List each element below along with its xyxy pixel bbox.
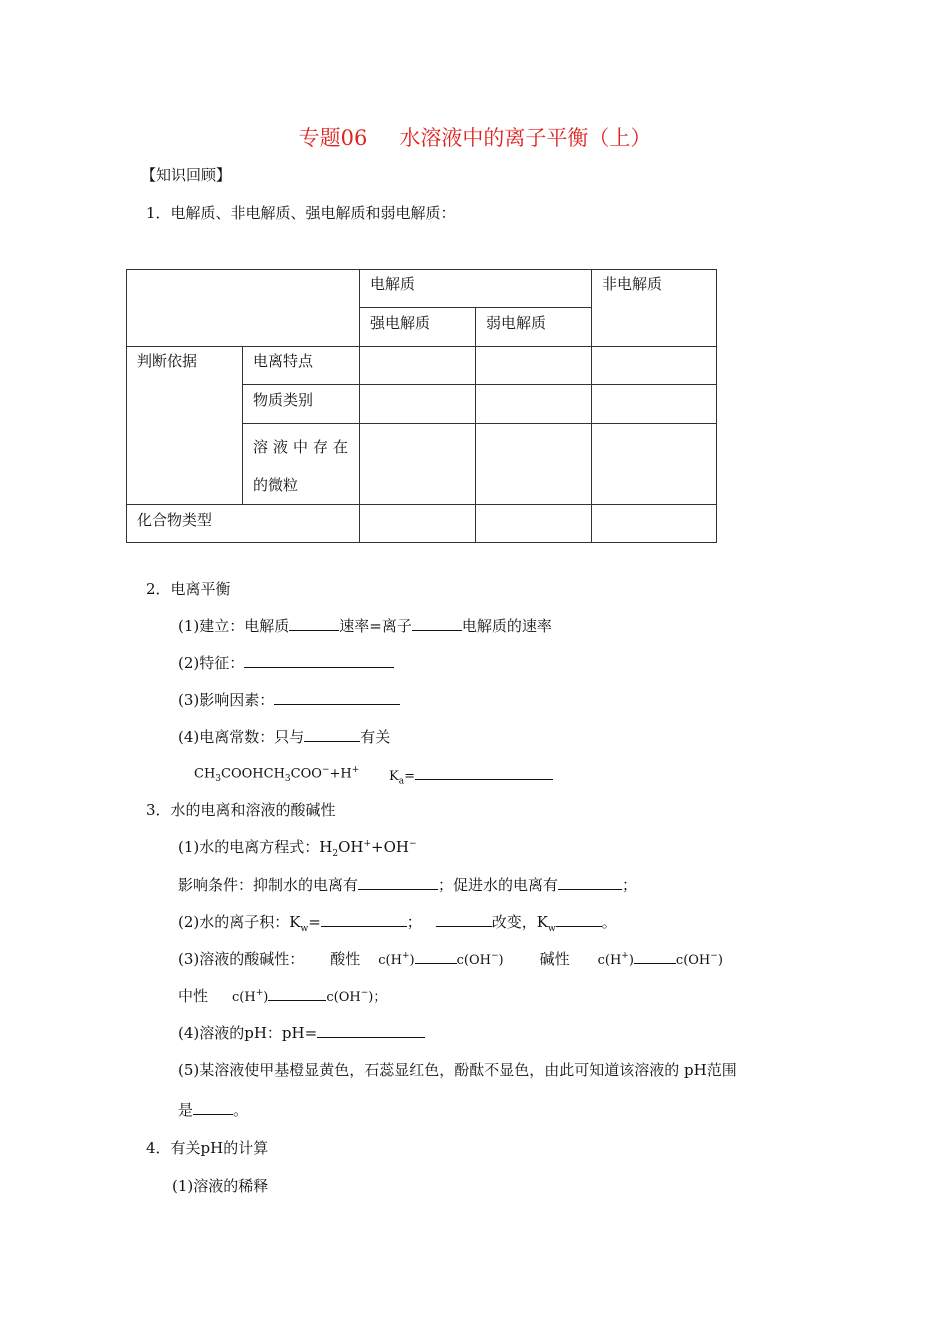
s2-item4 xyxy=(178,726,390,747)
paren: ) xyxy=(498,953,504,968)
s2-item1 xyxy=(178,615,552,636)
fill-blank[interactable] xyxy=(304,727,360,742)
fill-blank[interactable] xyxy=(289,616,339,631)
fill-blank[interactable] xyxy=(321,912,407,927)
fill-blank[interactable] xyxy=(436,912,492,927)
row-particles-line2: 的微粒 xyxy=(253,476,299,494)
s4-item1: (1)溶液的稀释 xyxy=(172,1177,269,1195)
s2-item4-text-a: (4)电离常数：只与 xyxy=(178,728,305,746)
s3-cond-text-b: ；促进水的电离有 xyxy=(438,876,559,894)
section3-heading: 3．水的电离和溶液的酸碱性 xyxy=(146,801,336,819)
acid-label: 酸性 xyxy=(330,950,361,968)
row-basis: 判断依据 xyxy=(127,347,243,505)
section4-heading: 4．有关pH的计算 xyxy=(146,1139,269,1157)
s3-item1 xyxy=(178,836,417,859)
eq-part: CH xyxy=(194,766,216,782)
ka-subscript: a xyxy=(398,776,405,787)
s2-item4-text-b: 有关 xyxy=(360,728,391,746)
s2-item2-text: (2)特征： xyxy=(178,654,245,672)
fill-blank[interactable] xyxy=(558,875,622,890)
s2-item3-text: (3)影响因素： xyxy=(178,691,275,709)
section1-heading: 1．电解质、非电解质、强电解质和弱电解质： xyxy=(146,204,456,222)
kw-equals: = xyxy=(308,913,321,931)
s3-neutral xyxy=(178,985,386,1006)
fill-blank[interactable] xyxy=(634,949,676,964)
s2-item1-text-c: 电解质的速率 xyxy=(461,617,552,635)
s3-item3-text: (3)溶液的酸碱性： xyxy=(178,950,305,968)
s3-item5-line2 xyxy=(178,1099,248,1120)
conc-oh: c(OH xyxy=(326,990,361,1005)
fill-blank[interactable] xyxy=(274,690,400,705)
s3-cond-text-c: ； xyxy=(622,876,638,894)
row-ionization-feature: 电离特点 xyxy=(243,347,360,385)
plus-sign: + xyxy=(621,951,629,961)
kw-subscript: w xyxy=(300,924,309,934)
s3-item5-period: 。 xyxy=(233,1101,249,1119)
s3-item4-text: (4)溶液的pH：pH= xyxy=(178,1024,318,1042)
minus-sign: − xyxy=(710,951,718,961)
eq-superscript: + xyxy=(363,839,372,849)
conc-h: c(H xyxy=(232,990,256,1005)
conc-h: c(H xyxy=(597,953,622,968)
ka-equals: = xyxy=(404,769,415,784)
cell-empty xyxy=(476,385,592,424)
s2-item1-text-b: 速率=离子 xyxy=(339,617,412,635)
eq-subscript: 3 xyxy=(215,773,222,784)
s3-item2-text-a: (2)水的离子积：K xyxy=(178,913,301,931)
s2-item3 xyxy=(178,689,400,710)
s3-item3 xyxy=(178,948,723,969)
row-particles xyxy=(243,424,360,505)
paren: ) xyxy=(263,990,269,1005)
minus-sign: − xyxy=(360,988,369,998)
eq-part: OH xyxy=(338,838,364,856)
acetic-acid-equation xyxy=(194,765,359,784)
table-corner-cell xyxy=(127,270,360,347)
fill-blank[interactable] xyxy=(317,1023,425,1038)
header-electrolyte: 电解质 xyxy=(360,270,592,308)
conc-h: c(H xyxy=(378,953,402,968)
fill-blank[interactable] xyxy=(412,616,462,631)
row-substance-category: 物质类别 xyxy=(243,385,360,424)
eq-part: +OH xyxy=(371,838,409,856)
cell-empty xyxy=(592,505,717,543)
cell-empty xyxy=(592,424,717,505)
header-non-electrolyte: 非电解质 xyxy=(592,270,717,347)
cell-empty xyxy=(592,347,717,385)
eq-part: +H xyxy=(329,766,352,782)
s3-cond-text-a: 影响条件：抑制水的电离有 xyxy=(178,876,359,894)
s3-item4 xyxy=(178,1022,425,1043)
conc-oh: c(OH xyxy=(675,953,711,968)
cell-empty xyxy=(592,385,717,424)
cell-empty xyxy=(476,347,592,385)
cell-empty xyxy=(360,385,476,424)
page-title xyxy=(0,122,950,152)
fill-blank[interactable] xyxy=(268,986,326,1001)
s3-item2-period: 。 xyxy=(601,913,617,931)
paren-semicolon: )； xyxy=(368,990,387,1005)
neutral-label: 中性 xyxy=(178,987,209,1005)
s3-item2 xyxy=(178,911,617,934)
s3-item5-line1: (5)某溶液使甲基橙显黄色，石蕊显红色，酚酞不显色，由此可知道该溶液的 pH范围 xyxy=(178,1061,737,1079)
s3-item1-text: (1)水的电离方程式：H xyxy=(178,838,333,856)
title-topic-name: 水溶液中的离子平衡（上） xyxy=(399,126,652,150)
header-strong-electrolyte: 强电解质 xyxy=(360,308,476,347)
kw-subscript: w xyxy=(548,924,556,934)
s3-item2-text-e: 改变，K xyxy=(491,913,548,931)
s3-conditions xyxy=(178,874,637,895)
s3-item5-text-b: 是 xyxy=(178,1101,194,1119)
cell-empty xyxy=(360,347,476,385)
cell-empty xyxy=(476,424,592,505)
ka-symbol: K xyxy=(389,769,399,784)
eq-part: COO xyxy=(290,766,322,782)
fill-blank[interactable] xyxy=(556,912,602,927)
header-weak-electrolyte: 弱电解质 xyxy=(476,308,592,347)
paren: ) xyxy=(628,953,634,968)
fill-blank[interactable] xyxy=(193,1100,233,1115)
eq-subscript: 3 xyxy=(284,773,291,784)
minus-sign: − xyxy=(490,951,499,961)
eq-superscript: − xyxy=(408,839,417,849)
paren: ) xyxy=(717,953,723,968)
row-compound-type: 化合物类型 xyxy=(127,505,360,543)
row-particles-line1: 溶液中存在 xyxy=(253,438,354,456)
eq-subscript: 2 xyxy=(332,849,339,859)
review-heading: 【知识回顾】 xyxy=(141,166,232,184)
s2-item2 xyxy=(178,652,394,673)
eq-superscript: − xyxy=(321,765,330,775)
base-label: 碱性 xyxy=(539,950,570,968)
paren: ) xyxy=(409,953,415,968)
fill-blank[interactable] xyxy=(244,653,394,668)
electrolyte-table xyxy=(126,269,717,543)
fill-blank[interactable] xyxy=(415,949,457,964)
cell-empty xyxy=(360,505,476,543)
section2-heading: 2．电离平衡 xyxy=(146,580,231,598)
fill-blank[interactable] xyxy=(415,765,553,780)
s3-item2-semicolon: ； xyxy=(406,913,422,931)
fill-blank[interactable] xyxy=(358,875,438,890)
eq-part: COOHCH xyxy=(221,766,285,782)
plus-sign: + xyxy=(401,951,410,961)
plus-sign: + xyxy=(255,988,264,998)
title-topic-number: 专题06 xyxy=(298,126,368,150)
conc-oh: c(OH xyxy=(456,953,491,968)
ka-expression xyxy=(389,765,553,787)
cell-empty xyxy=(360,424,476,505)
eq-superscript: + xyxy=(351,765,360,775)
cell-empty xyxy=(476,505,592,543)
s2-item1-text-a: (1)建立：电解质 xyxy=(178,617,290,635)
